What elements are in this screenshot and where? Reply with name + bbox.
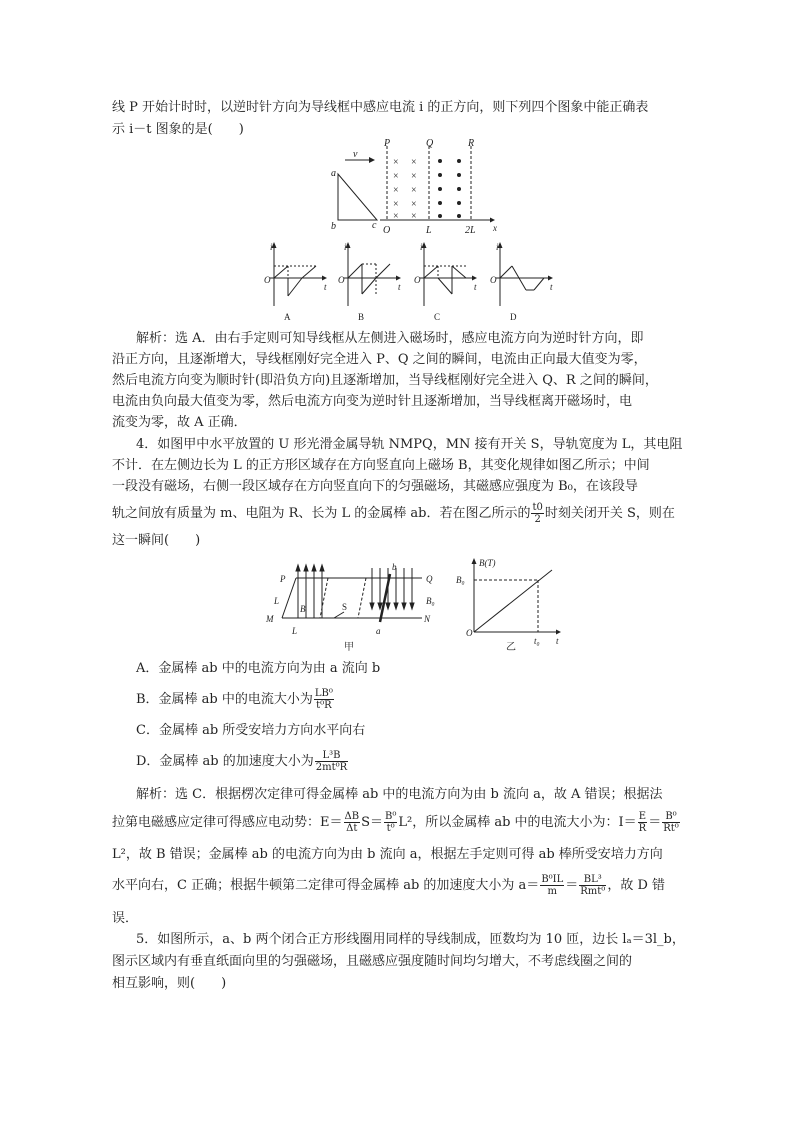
- field-into-page: [393, 157, 417, 222]
- field-out-of-page: [438, 159, 461, 218]
- q5-line-2: 图示区域内有垂直纸面向里的匀强磁场，且磁感应强度随时间均匀增大，不考虑线圈之间的: [112, 954, 633, 969]
- cross-mark: ×: [393, 199, 399, 210]
- axis-i-label: i: [420, 242, 423, 252]
- label-B: B: [300, 604, 306, 614]
- label-B0: B₀: [426, 596, 435, 606]
- cross-mark: ×: [393, 185, 399, 196]
- label-x: x: [493, 223, 497, 233]
- fraction-numerator: L³B: [315, 750, 348, 762]
- frame-field-figure: [325, 138, 505, 238]
- intro-line-1: 线 P 开始计时时，以逆时针方向为导线框中感应电流 i 的正方向，则下列四个图象中能正确表: [112, 100, 649, 115]
- label-v: v: [353, 149, 358, 160]
- axis-i-label: i: [344, 242, 347, 252]
- label-b: b: [331, 221, 336, 232]
- q4-line-2: 不计．在左侧边长为 L 的正方形区域存在方向竖直向上磁场 B，其变化规律如图乙所示；中间: [112, 458, 650, 473]
- label-L: L: [426, 225, 432, 236]
- sol4-line-4a: 水平向右，C 正确；根据牛顿第二定律可得金属棒 ab 的加速度大小为 a＝: [112, 878, 540, 893]
- q4-line-4b: 时刻关闭开关 S，则在: [544, 506, 675, 521]
- graph-A: [264, 242, 327, 322]
- intro-line-2: 示 i－t 图象的是( ): [112, 122, 244, 137]
- fraction-denominator: t⁰R: [316, 700, 332, 711]
- fraction-denominator: Rt⁰: [663, 823, 679, 834]
- fraction-E-R: [638, 811, 648, 834]
- fraction-denominator: m: [547, 886, 558, 897]
- sol4-line-4c: ，故 D 错: [607, 878, 666, 893]
- cross-mark: ×: [411, 157, 417, 168]
- fraction-BL3-Rmt0: [579, 874, 606, 897]
- dashed-boundary-1: [320, 578, 328, 618]
- dot-mark: [438, 214, 442, 218]
- axis-B-label: B(T): [479, 558, 496, 568]
- axis-i-label: i: [270, 242, 273, 252]
- fraction-numerator: LB⁰: [314, 688, 333, 699]
- fraction-B0-Rt0: [662, 811, 680, 834]
- label-M: M: [266, 614, 274, 624]
- figure-jia: [265, 562, 435, 653]
- label-a: a: [376, 626, 381, 636]
- fraction-denominator: Rmt⁰: [580, 886, 606, 897]
- q5-line-3: 相互影响，则( ): [112, 976, 227, 991]
- rail-field-figure: [262, 556, 572, 654]
- cross-mark: ×: [411, 199, 417, 210]
- fraction-denominator: t⁰: [386, 823, 395, 834]
- choice-D-text: D．金属棒 ab 的加速度大小为: [136, 754, 314, 769]
- choice-C: C．金属棒 ab 所受安培力方向水平向右: [136, 723, 366, 738]
- sol4-line-4: [112, 874, 665, 897]
- dot-mark: [438, 173, 442, 177]
- sol4-line-1: 解析：选 C．根据楞次定律可得金属棒 ab 中的电流方向为由 b 流向 a，故 A 错误；根据法: [136, 787, 663, 802]
- sol4-line-4b: ＝: [565, 878, 579, 893]
- dot-mark: [457, 187, 461, 191]
- choice-D: [136, 750, 349, 773]
- label-L-bottom: L: [292, 626, 298, 636]
- fraction-dB-dt: [344, 811, 361, 834]
- origin-label: O: [414, 275, 421, 285]
- label-L-side: L: [274, 596, 280, 606]
- origin-label: O: [338, 275, 345, 285]
- axis-t-label: t: [398, 282, 401, 292]
- sol4-line-5: 误．: [112, 911, 139, 926]
- label-t0: t₀: [534, 636, 540, 646]
- field-down-arrows: [370, 568, 414, 609]
- sol4-line-2b: S＝: [361, 815, 383, 830]
- origin-label: O: [490, 275, 497, 285]
- sol3-line-1: 解析：选 A．由右手定则可知导线框从左侧进入磁场时，感应电流方向为逆时针方向，即: [136, 331, 644, 346]
- q4-line-5: 这一瞬间( ): [112, 533, 201, 548]
- label-P: P: [384, 138, 391, 149]
- dashed-boundary-2: [358, 578, 366, 618]
- sol3-line-2: 沿正方向，且逐渐增大，导线框刚好完全进入 P、Q 之间的瞬间，电流由正向最大值变为零，: [112, 352, 647, 367]
- sol3-line-4: 电流由负向最大值变为零，然后电流方向变为逆时针且逐渐增加，当导线框离开磁场时，电: [112, 394, 633, 409]
- fraction-t0-over-2: [531, 502, 543, 525]
- caption-jia: 甲: [344, 642, 354, 653]
- axis-t-label: t: [324, 282, 327, 292]
- label-Q: Q: [426, 138, 434, 149]
- cross-mark: ×: [411, 185, 417, 196]
- label-Q: Q: [426, 574, 433, 584]
- cross-mark: ×: [411, 171, 417, 182]
- dot-mark: [457, 214, 461, 218]
- dot-mark: [457, 159, 461, 163]
- option-label-C: C: [434, 312, 441, 322]
- label-P: P: [280, 574, 286, 584]
- label-2L: 2L: [465, 225, 476, 236]
- axis-i-label: i: [496, 242, 499, 252]
- label-S: S: [342, 602, 348, 612]
- label-b: b: [392, 562, 397, 572]
- option-graphs: [262, 240, 562, 322]
- sol4-line-2d: ＝: [648, 815, 662, 830]
- cross-mark: ×: [393, 211, 399, 222]
- fraction-numerator: E: [638, 811, 647, 822]
- sol4-line-2c: L²，所以金属棒 ab 中的电流大小为：I＝: [398, 815, 637, 830]
- fraction-numerator: ΔB: [344, 811, 360, 822]
- axis-t-label: t: [556, 636, 559, 646]
- origin-label: O: [466, 628, 473, 638]
- sol4-line-2a: 拉第电磁感应定律可得感应电动势：E＝: [112, 815, 343, 830]
- caption-yi: 乙: [506, 642, 516, 653]
- label-B0-axis: B₀: [456, 575, 465, 585]
- fraction-numerator: B⁰IL: [541, 874, 564, 885]
- figure-yi: [456, 558, 561, 653]
- dot-mark: [438, 187, 442, 191]
- sol4-line-3: L²，故 B 错误；金属棒 ab 的电流方向为由 b 流向 a，根据左手定则可得 ab 棒所受安培力方向: [112, 847, 663, 862]
- choice-B-text: B．金属棒 ab 中的电流大小为: [136, 692, 313, 707]
- fraction-denominator: 2mt⁰R: [315, 762, 348, 773]
- option-label-D: D: [510, 312, 517, 322]
- sol4-line-2: [112, 811, 681, 834]
- cross-mark: ×: [393, 157, 399, 168]
- option-label-B: B: [358, 312, 365, 322]
- cross-mark: ×: [393, 171, 399, 182]
- label-c: c: [372, 220, 377, 231]
- switch-S: [334, 612, 344, 618]
- dot-mark: [438, 201, 442, 205]
- choice-B-fraction: [314, 688, 334, 711]
- B-vs-t-line: [474, 570, 552, 632]
- q4-line-3: 一段没有磁场，右侧一段区域存在方向竖直向下的匀强磁场，其磁感应强度为 B₀，在该段导: [112, 479, 638, 494]
- choice-A: A．金属棒 ab 中的电流方向为由 a 流向 b: [136, 661, 381, 676]
- graph-C: [414, 242, 477, 322]
- q4-line-4a: 轨之间放有质量为 m、电阻为 R、长为 L 的金属棒 ab．若在图乙所示的: [112, 506, 531, 521]
- sol3-line-5: 流变为零，故 A 正确．: [112, 415, 247, 430]
- fraction-denominator: 2: [534, 514, 541, 525]
- graph-B: [338, 242, 401, 322]
- label-a: a: [331, 168, 336, 179]
- graph-D: [490, 242, 553, 322]
- dot-mark: [438, 159, 442, 163]
- fraction-numerator: BL³: [579, 874, 606, 886]
- origin-label: O: [264, 275, 271, 285]
- axis-t-label: t: [474, 282, 477, 292]
- triangle-frame: [338, 174, 377, 220]
- cross-mark: ×: [411, 211, 417, 222]
- choice-D-fraction: [315, 750, 348, 773]
- choice-B: [136, 688, 335, 711]
- sol3-line-3: 然后电流方向变为顺时针(即沿负方向)且逐渐增加，当导线框刚好完全进入 Q、R 之间的瞬间，: [112, 373, 658, 388]
- fraction-B0IL-m: [540, 874, 564, 897]
- label-N: N: [424, 614, 431, 624]
- fraction-numerator: t0: [532, 502, 543, 513]
- fraction-denominator: Δt: [346, 823, 358, 834]
- axis-t-label: t: [550, 282, 553, 292]
- label-O: O: [383, 225, 391, 236]
- dot-mark: [457, 201, 461, 205]
- fraction-denominator: R: [638, 823, 647, 834]
- x-axis-arrow: [490, 218, 495, 223]
- velocity-arrowhead: [369, 157, 375, 163]
- fraction-numerator: B⁰: [662, 811, 680, 823]
- fraction-B0-t0: [384, 811, 397, 834]
- label-R: R: [468, 138, 475, 149]
- dot-mark: [457, 173, 461, 177]
- fraction-numerator: B⁰: [384, 811, 397, 822]
- q4-line-1: 4．如图甲中水平放置的 U 形光滑金属导轨 NMPQ，MN 接有开关 S，导轨宽度为 L，其电阻: [136, 437, 683, 452]
- q5-line-1: 5．如图所示，a、b 两个闭合正方形线圈用同样的导线制成，匝数均为 10 匝，边长 lₐ＝3l_b，: [136, 932, 685, 947]
- q4-line-4: [112, 502, 675, 525]
- option-label-A: A: [284, 312, 291, 322]
